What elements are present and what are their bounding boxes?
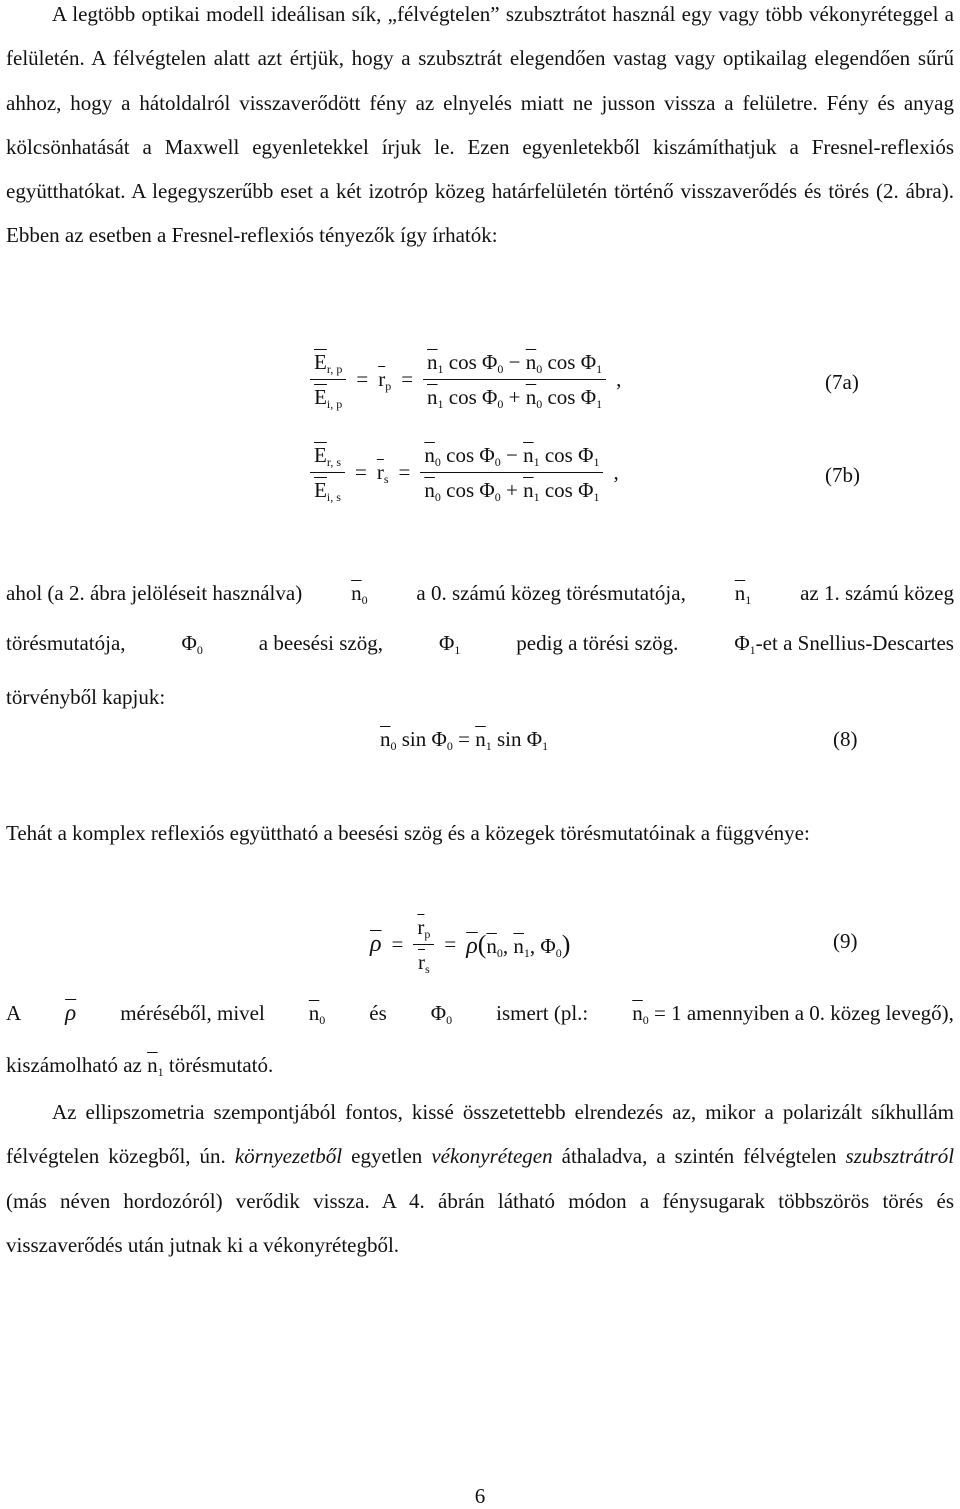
page-number: 6 — [474, 1484, 486, 1508]
fresnel-fraction-p: $\frac{\overline{n}_1 \cos \Phi_0 - \overline{n}_0 \cos \Phi_1}{\overline{n}_1 \cos \Phi_0 + \overline{n}_0 \cos \Phi_1}$ — [423, 345, 606, 414]
equation-label-9: (9) — [833, 929, 858, 953]
intro-paragraph: A legtöbb optikai modell ideálisan sík, „félvégtelen” szubsztrátot használ egy vagy több vékonyréteggel a felületén. A félvégtelen alatt azt értjük, hogy a szubsztrát elegendően vastag vagy optikailag elegendően sűrű ahhoz, hogy a hátoldalról visszaverődött fény az elnyelés miatt ne jusson vissza a felületre. Fény és anyag kölcsönhatását a Maxwell egyenletekkel írjuk le. Ezen egyenletekből kiszámíthatjuk a Fresnel-reflexiós együtthatókat. A legegyszerűbb eset a két izotróp közeg határfelületén történő visszaverődés és törés (2. ábra). Ebben az esetben a Fresnel-reflexiós tényezők így írhatók: — [6, 2, 954, 248]
measurement-line-1: A $\overline{\rho}$ méréséből, mivel $\overline{n}_0$ és $\Phi_0$ ismert (pl.: $\overline{n}_0 = 1$ amennyiben a 0. közeg levegő), — [6, 1000, 954, 1027]
equation-7a: $\frac{\overline{E}_{r, p}}{\overline{E}_{i, p}}$ = $\overline{r}_p$ = $\frac{\overline{n}_1 \cos \Phi_0 - \overline{n}_0 \cos \Phi_1}{\overline{n}_1 \cos \Phi_0 + \overline{n}_0 \cos \Phi_1}$ , — [310, 345, 621, 414]
complex-reflection-paragraph: Tehát a komplex reflexiós együttható a beesési szög és a közegek törésmutatóinak a függvénye: — [6, 821, 810, 845]
definitions-line-2: törésmutatója, $\Phi_0$ a beesési szög, $\Phi_1$ pedig a törési szög. $\Phi_1-et$ a Snellius-Descartes — [6, 631, 954, 657]
equation-label-8: (8) — [833, 727, 858, 751]
equation-label-7b: (7b) — [825, 463, 860, 487]
fresnel-fraction-s: $\frac{\overline{n}_0 \cos \Phi_0 - \overline{n}_1 \cos \Phi_1}{\overline{n}_0 \cos \Phi_0 + \overline{n}_1 \cos \Phi_1}$ — [420, 438, 603, 507]
definitions-line-1: ahol (a 2. ábra jelöléseit használva) $\overline{n}_0$ a 0. számú közeg törésmutatója, $\overline{n}_1$ az 1. számú közeg — [6, 581, 954, 607]
field-ratio-p: $\frac{\overline{E}_{r, p}}{\overline{E}_{i, p}}$ — [310, 345, 346, 414]
measurement-line-2: kiszámolható az $\overline{n}_1$ törésmutató. — [6, 1053, 274, 1079]
equation-9: $\overline{\rho}$ = $\frac{\overline{r}_p}{\overline{r}_s}$ = $\overline{\rho}(\overline{n}_0$, $\overline{n}_1$, $\Phi_0$) — [370, 910, 570, 979]
reflection-ratio: $\frac{\overline{r}_p}{\overline{r}_s}$ — [413, 910, 434, 979]
equation-7b: $\frac{\overline{E}_{r, s}}{\overline{E}_{i, s}}$ = $\overline{r}_s$ = $\frac{\overline{n}_0 \cos \Phi_0 - \overline{n}_1 \cos \Phi_1}{\overline{n}_0 \cos \Phi_0 + \overline{n}_1 \cos \Phi_1}$ , — [310, 438, 619, 507]
definitions-line-3: törvényből kapjuk: — [6, 685, 166, 709]
field-ratio-s: $\frac{\overline{E}_{r, s}}{\overline{E}_{i, s}}$ — [310, 438, 345, 507]
ellipsometry-paragraph: Az ellipszometria szempontjából fontos, kissé összetettebb elrendezés az, mikor a polarizált síkhullám félvégtelen közegből, ún. környezetből egyetlen vékonyrétegen áthaladva, a szintén félvégtelen szubsztrátról (más néven hordozóról) verődik vissza. A 4. ábrán látható módon a fénysugarak többszörös törés és visszaverődés után jutnak ki a vékonyrétegből. — [6, 1100, 955, 1257]
equation-8: $\overline{n}_0$ $\sin \Phi_0 = \overline{n}_1$ $\sin \Phi_1$ — [380, 727, 549, 753]
equation-label-7a: (7a) — [825, 370, 859, 394]
